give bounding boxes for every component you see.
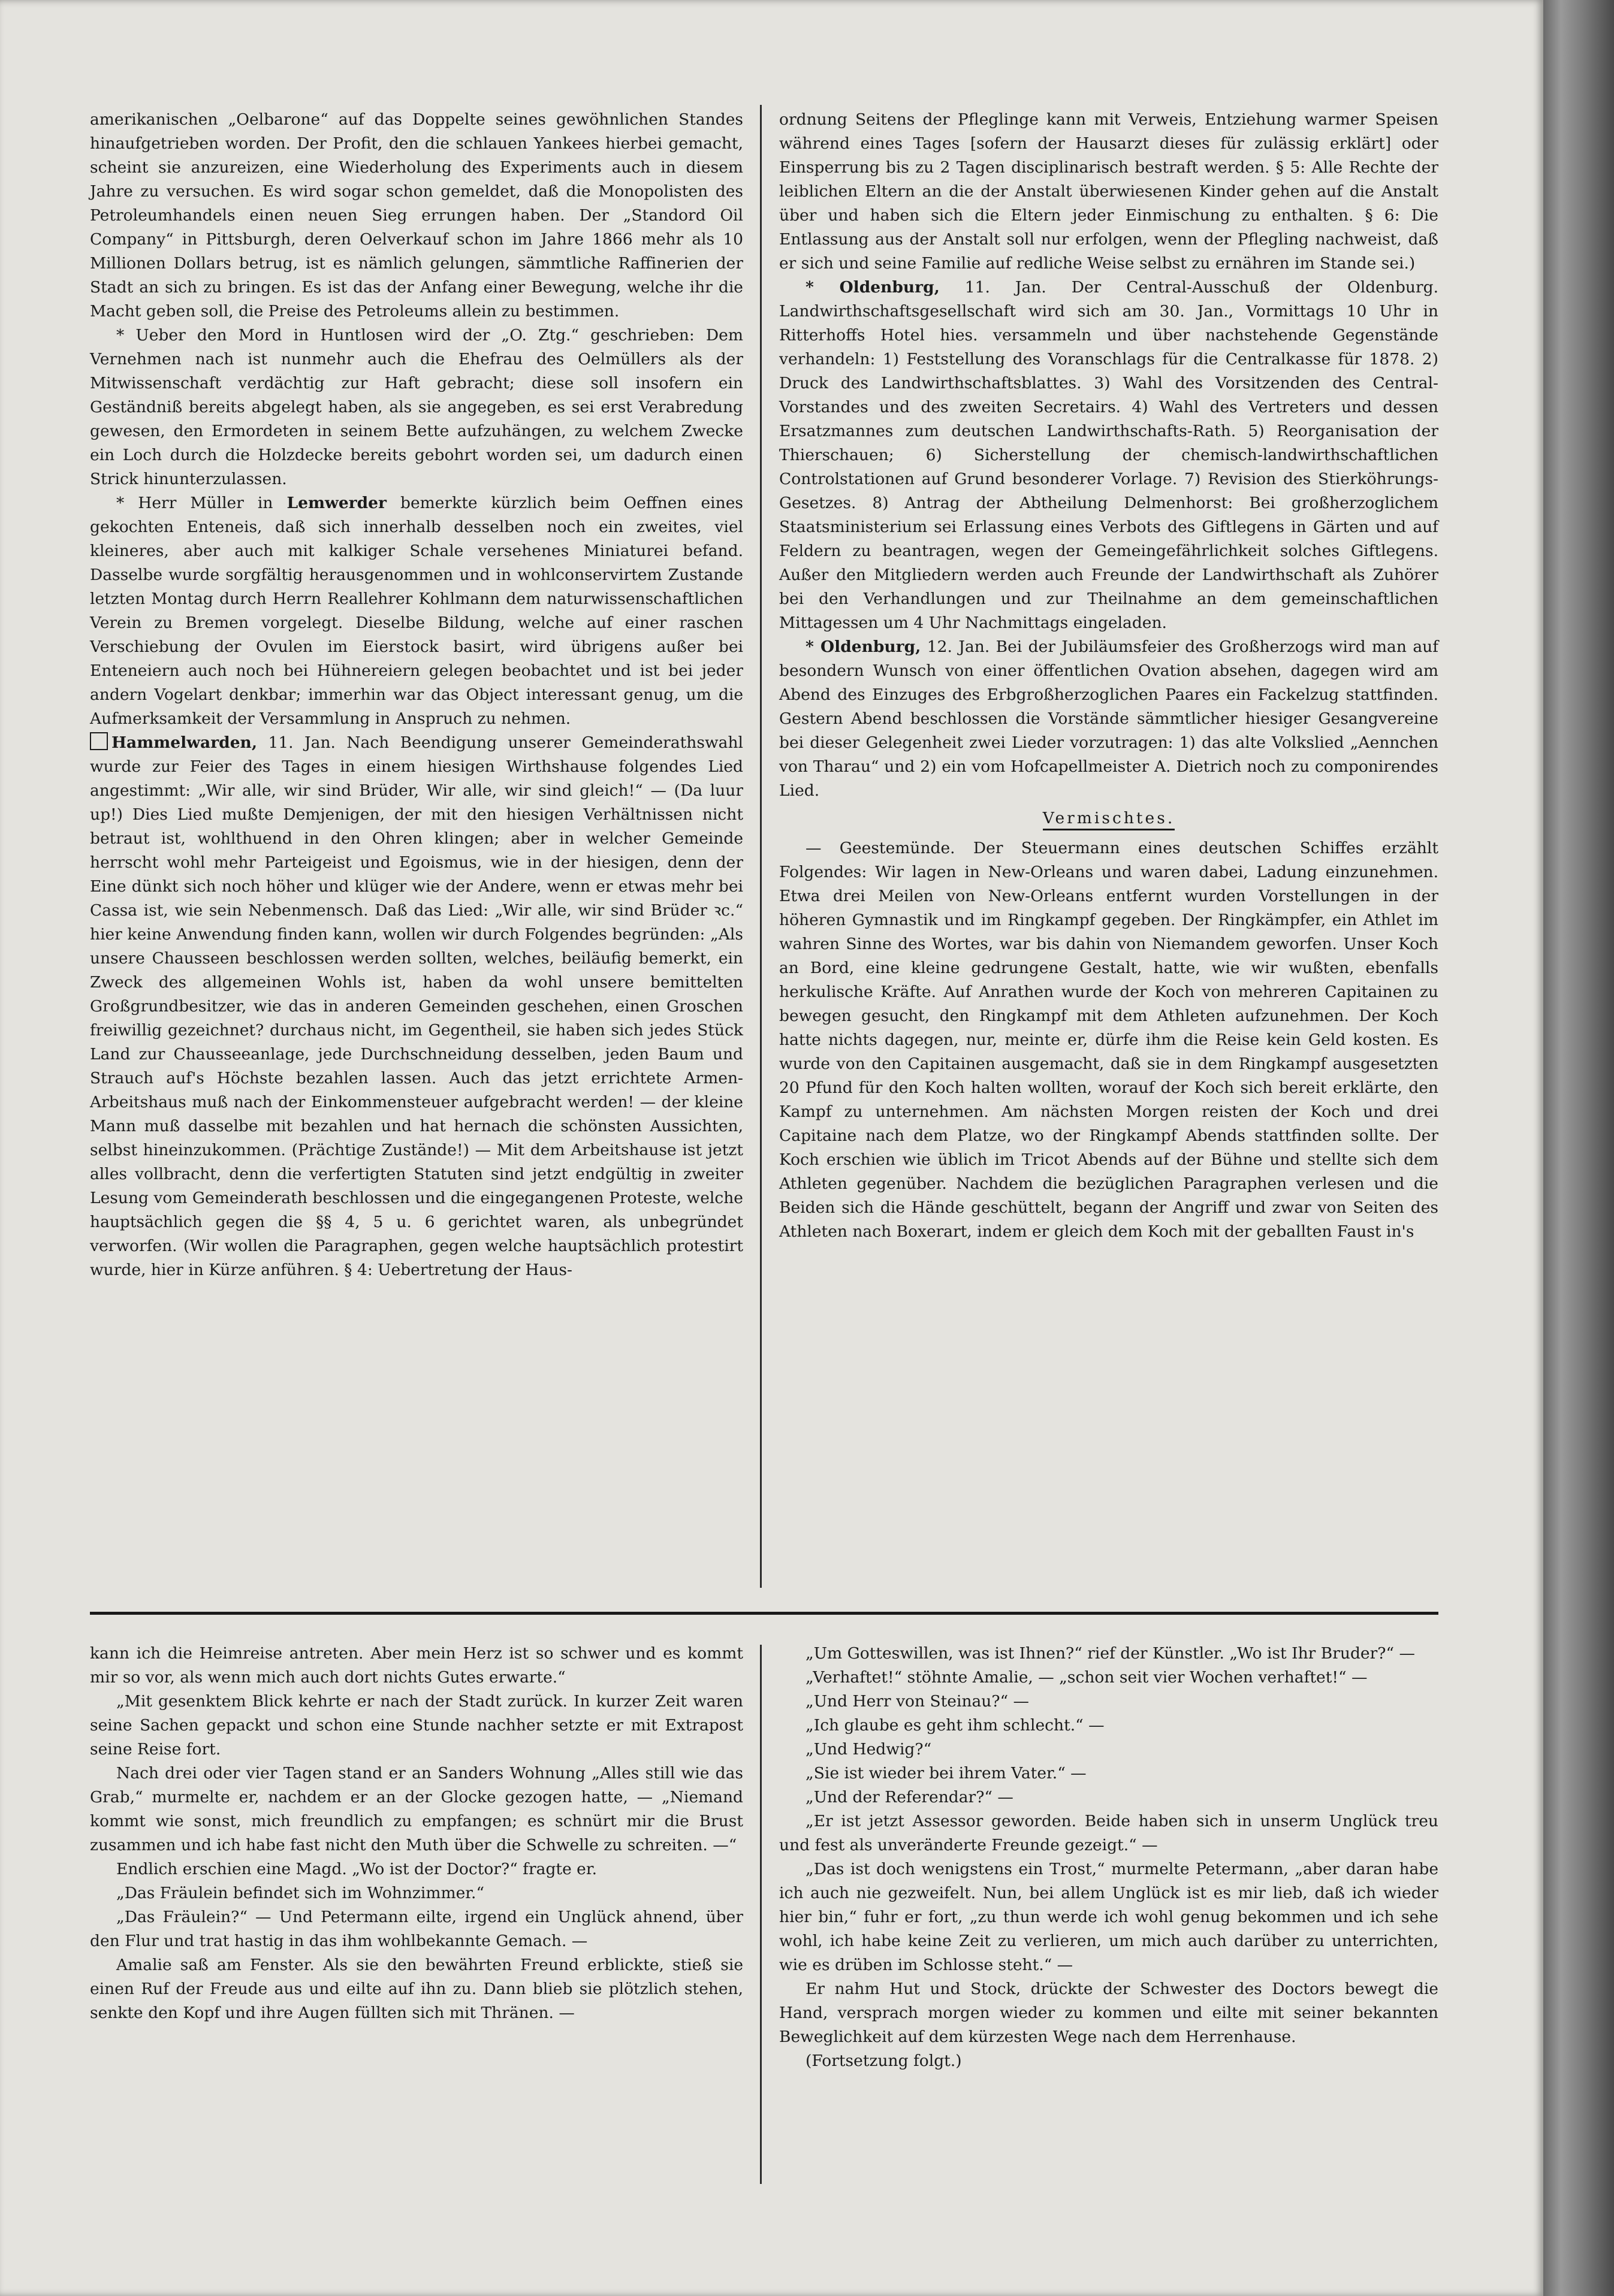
dateline-hammelwarden: Hammelwarden, [111,733,258,752]
book-binding-edge [1543,0,1614,2296]
story-paragraph: Er nahm Hut und Stock, drückte der Schwester des Doctors bewegt die Hand, versprach morgen wieder zu kommen und eilte mit seiner bekannten Beweglichkeit auf dem kürzesten Wege nach dem Herrenhause. [779,1980,1438,2046]
column-divider-bottom [760,1645,762,2184]
story-paragraph: „Das Fräulein?“ — Und Petermann eilte, irgend ein Unglück ahnend, über den Flur und trat hastig in das ihm wohlbekannte Gemach. — [90,1908,743,1950]
story-paragraph: „Verhaftet!“ stöhnte Amalie, — „schon seit vier Wochen verhaftet!“ — [806,1668,1368,1687]
story-paragraph: „Das ist doch wenigstens ein Trost,“ murmelte Petermann, „aber daran habe ich auch nie gezweifelt. Nun, bei allem Unglück ist es mir lieb, daß ich wieder hier bin,“ fuhr er fort, „zu thun werde ich wohl genug bekommen und ich sehe wohl, ich habe keine Zeit zu verlieren, um mich auch darüber zu unterrichten, wie es drüben im Schlosse steht.“ — [779,1860,1438,1974]
article-hammelwarden-body: 11. Jan. Nach Beendigung unserer Gemeinderathswahl wurde zur Feier des Tages in einem hiesigen Wirthshause folgendes Lied angestimmt: „Wir alle, wir sind Brüder, Wir alle, wir sind gleich!“ — (Da luur up!) Dies Lied mußte Demjenigen, der mit den hiesigen Verhältnissen nicht betraut ist, wohlthuend in den Ohren klingen; aber in welcher Gemeinde herrscht wohl mehr Parteigeist und Egoismus, wie in der hiesigen, denn der Eine dünkt sich noch höher und klüger wie der Andere, wenn er etwas mehr bei Cassa ist, wie sein Nebenmensch. Daß das Lied: „Wir alle, wir sind Brüder ꝛc.“ hier keine Anwendung finden kann, wollen wir durch Folgendes begründen: „Als unsere Chausseen beschlossen werden sollten, welches, beiläufig bemerkt, ein Zweck des allgemeinen Wohls ist, haben da wohl unsere bemittelten Großgrundbesitzer, wie das in anderen Gemeinden geschehen, einen Groschen freiwillig gezeichnet? durchaus nicht, im Gegentheil, sie haben sich jedes Stück Land zur Chausseeanlage, jede Durchschneidung desselben, jeden Baum und Strauch auf's Höchste bezahlen lassen. Auch das jetzt errichtete Armen-Arbeitshaus muß nach der Einkommensteuer aufgebracht werden! — der kleine Mann muß dasselbe mit bezahlen und hat hernach die schönsten Aussichten, selbst hineinzukommen. (Prächtige Zustände!) — Mit dem Arbeitshause ist jetzt alles vollbracht, denn die verfertigten Statuten sind jetzt endgültig in zweiter Lesung vom Gemeinderath beschlossen und die eingegangenen Proteste, welche hauptsächlich gegen die §§ 4, 5 u. 6 gerichtet waren, als unbegründet verworfen. (Wir wollen die Paragraphen, gegen welche hauptsächlich protestirt wurde, hier in Kürze anführen. § 4: Uebertretung der Haus- [90,733,743,1279]
story-paragraph: „Ich glaube es geht ihm schlecht.“ — [806,1716,1105,1735]
article-oil-continued: amerikanischen „Oelbarone“ auf das Doppelte seines gewöhnlichen Standes hinaufgetrieben worden. Der Profit, den die schlauen Yankees hierbei gemacht, scheint sie anzureizen, eine Wiederholung des Experiments auch in diesem Jahre zu versuchen. Es wird sogar schon gemeldet, daß die Monopolisten des Petroleumhandels einen neuen Sieg errungen haben. Der „Standord Oil Company“ in Pittsburgh, deren Oelverkauf schon im Jahre 1866 mehr als 10 Millionen Dollars betrug, ist es nämlich gelungen, sämmtliche Raffinerien der Stadt an sich zu bringen. Es ist das der Anfang einer Bewegung, welche ihr die Macht geben soll, die Preise des Petroleums allein zu bestimmen. [90,110,743,321]
feuilleton-column-right [779,1642,1438,2193]
feuilleton-column-left [90,1642,743,2193]
story-paragraph: Amalie saß am Fenster. Als sie den bewährten Freund erblickte, stieß sie einen Ruf der Freude aus und eilte auf ihn zu. Dann blieb sie plötzlich stehen, senkte den Kopf und ihre Augen füllten sich mit Thränen. — [90,1956,743,2022]
article-lemwerder [90,491,743,731]
news-column-left [90,108,743,1558]
story-paragraph: „Das Fräulein befindet sich im Wohnzimmer.“ [116,1884,485,1902]
continuation-note: (Fortsetzung folgt.) [806,2052,962,2070]
article-oldenburg-1-body: 11. Jan. Der Central-Ausschuß der Oldenburg. Landwirthschaftsgesellschaft wird sich am 30. Jan., Vormittags 10 Uhr in Ritterhoffs Hotel hies. versammeln und über nachstehende Gegenstände verhandeln: 1) Feststellung des Voranschlags für die Centralkasse für 1878. 2) Druck des Landwirthschaftsblattes. 3) Wahl des Vorsitzenden des Central-Vorstandes und des zweiten Secretairs. 4) Wahl des Vertreters und dessen Ersatzmannes zum deutschen Landwirthschafts-Rath. 5) Reorganisation der Thierschauen; 6) Sicherstellung der chemisch-landwirthschaftlichen Controlstationen auf Grund besonderer Vorlage. 7) Revision des Stierköhrungs-Gesetzes. 8) Antrag der Abtheilung Delmenhorst: Bei großherzoglichem Staatsministerium sei Erlassung eines Verbots des Giftlegens in Gärten und auf Feldern zu beantragen, wegen der Gemeingefährlichkeit solches Giftlegens. Außer den Mitgliedern werden auch Freunde der Landwirthschaft als Zuhörer bei den Verhandlungen und zur Theilnahme an dem gemeinschaftlichen Mittagessen um 4 Uhr Nachmittags eingeladen. [779,278,1438,632]
article-oldenburg-2-body: 12. Jan. Bei der Jubiläumsfeier des Großherzogs wird man auf besondern Wunsch von einer öffentlichen Ovation absehen, dagegen wird am Abend des Einzuges des Erbgroßherzoglichen Paares ein Fackelzug stattfinden. Gestern Abend beschlossen die Vorstände sämmtlicher hiesiger Gesangvereine bei dieser Gelegenheit zwei Lieder vorzutragen: 1) das alte Volkslied „Aennchen von Tharau“ und 2) ein vom Hofcapellmeister A. Dietrich noch zu componirendes Lied. [779,638,1438,800]
story-paragraph: „Sie ist wieder bei ihrem Vater.“ — [806,1764,1087,1783]
story-paragraph: „Und Hedwig?“ [806,1740,932,1759]
feuilleton-divider [90,1612,1438,1615]
article-oldenburg-1 [779,276,1438,635]
article-hammelwarden [90,731,743,1282]
article-hammelwarden-continued: ordnung Seitens der Pfleglinge kann mit Verweis, Entziehung warmer Speisen während eines Tages [sofern der Hausarzt dieses für zulässig erklärt] oder Einsperrung bis zu 2 Tagen disciplinarisch bestraft werden. § 5: Alle Rechte der leiblichen Eltern an die der Anstalt überwiesenen Kinder gehen auf die Anstalt über und haben sich die Eltern jeder Einmischung zu enthalten. § 6: Die Entlassung aus der Anstalt soll nur erfolgen, wenn der Pflegling nachweist, daß er sich und seine Familie auf redliche Weise selbst zu ernähren im Stande sei.) [779,110,1438,273]
story-paragraph: „Er ist jetzt Assessor geworden. Beide haben sich in unserm Unglück treu und fest als unveränderte Freunde gezeigt.“ — [779,1812,1438,1854]
story-paragraph: „Um Gotteswillen, was ist Ihnen?“ rief der Künstler. „Wo ist Ihr Bruder?“ — [806,1644,1415,1663]
story-paragraph: „Und Herr von Steinau?“ — [806,1692,1030,1711]
article-lemwerder-body: bemerkte kürzlich beim Oeffnen eines gekochten Enteneis, daß sich innerhalb desselben noch ein zweites, viel kleineres, aber auch mit kalkiger Schale versehenes Miniaturei befand. Dasselbe wurde sorgfältig herausgenommen und in wohlconservirtem Zustande letzten Montag durch Herrn Reallehrer Kohlmann dem naturwissenschaftlichen Verein zu Bremen vorgelegt. Dieselbe Bildung, welche auf einer raschen Verschiebung der Ovulen im Eierstock basirt, wird übrigens außer bei Enteneiern auch noch bei Hühnereiern gelegen beobachtet und ist bei jeder andern Vogelart denkbar; immerhin war das Object interessant genug, um die Aufmerksamkeit der Versammlung in Anspruch zu nehmen. [90,494,743,728]
dateline-oldenburg-2: * Oldenburg, [806,638,921,656]
story-paragraph: Nach drei oder vier Tagen stand er an Sanders Wohnung „Alles still wie das Grab,“ murmelte er, nachdem er an der Glocke gezogen hatte, — „Niemand kommt wie sonst, mich freundlich zu empfangen; es schnürt mir die Brust zusammen und ich habe fast nicht den Muth über die Schwelle zu schreiten. —“ [90,1764,743,1854]
column-divider-top [760,105,762,1588]
article-lemwerder-lead: * Herr Müller in [116,494,287,512]
article-oldenburg-2 [779,635,1438,803]
story-paragraph: Endlich erschien eine Magd. „Wo ist der Doctor?“ fragte er. [116,1860,598,1878]
news-column-right [779,108,1438,1558]
dateline-lemwerder: Lemwerder [286,494,387,512]
section-heading-vermischtes: Vermischtes. [779,806,1438,830]
story-paragraph: „Mit gesenktem Blick kehrte er nach der Stadt zurück. In kurzer Zeit waren seine Sachen gepackt und schon eine Stunde nachher setzte er mit Extrapost seine Reise fort. [90,1692,743,1759]
story-paragraph: kann ich die Heimreise antreten. Aber mein Herz ist so schwer und es kommt mir so vor, als wenn mich auch dort nichts Gutes erwarte.“ [90,1644,743,1687]
box-mark-icon [90,732,108,750]
article-huntlosen: * Ueber den Mord in Huntlosen wird der „O. Ztg.“ geschrieben: Dem Vernehmen nach ist nunmehr auch die Ehefrau des Oelmüllers als der Mitwissenschaft verdächtig zur Haft gebracht; diese soll insofern ein Geständniß bereits abgelegt haben, als sie angegeben, es sei erst Verabredung gewesen, den Ermordeten in seinem Bette aufzuhängen, zu welchem Zwecke ein Loch durch die Holzdecke bereits gebohrt worden sei, um dadurch einen Strick hinunterzulassen. [90,326,743,488]
dateline-oldenburg-1: * Oldenburg, [806,278,940,297]
article-geestemuende: — Geestemünde. Der Steuermann eines deutschen Schiffes erzählt Folgendes: Wir lagen in New-Orleans und waren dabei, Ladung einzunehmen. Etwa drei Meilen von New-Orleans entfernt wurden Vorstellungen in der höheren Gymnastik und im Ringkampf gegeben. Der Ringkämpfer, ein Athlet im wahren Sinne des Wortes, war bis dahin von Niemandem geworfen. Unser Koch an Bord, eine kleine gedrungene Gestalt, hatte, wie wir wußten, ebenfalls herkulische Kräfte. Auf Anrathen wurde der Koch von mehreren Capitainen zu bewegen gesucht, den Ringkampf mit dem Athleten aufzunehmen. Der Koch hatte nichts dagegen, nur, meinte er, dürfe ihm die Reise kein Geld kosten. Es wurde von den Capitainen ausgemacht, daß sie in dem Ringkampf ausgesetzten 20 Pfund für den Koch halten wollten, worauf der Koch sich bereit erklärte, den Kampf zu unternehmen. Am nächsten Morgen reisten der Koch und drei Capitaine nach dem Platze, wo der Ringkampf Abends stattfinden sollte. Der Koch erschien wie üblich im Tricot Abends auf der Bühne und stellte sich dem Athleten gegenüber. Nachdem die bezüglichen Paragraphen verlesen und die Beiden sich die Hände geschüttelt, begann der Angriff und zwar von Seiten des Athleten nach Boxerart, indem er gleich dem Koch mit der geballten Faust in's [779,839,1438,1241]
story-paragraph: „Und der Referendar?“ — [806,1788,1013,1806]
